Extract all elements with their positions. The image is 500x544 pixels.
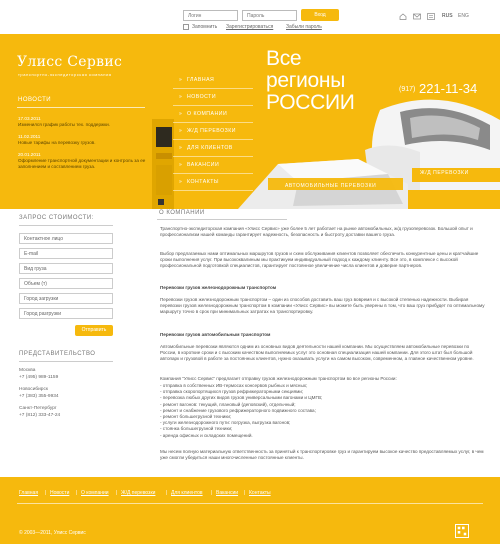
office-phone: +7 (495) 989-1159 <box>19 374 59 380</box>
sitemap-icon[interactable] <box>427 13 435 20</box>
lang-eng[interactable]: ENG <box>458 13 469 19</box>
list-item: - стоянка большегрузной техники; <box>160 426 233 432</box>
remember-checkbox[interactable] <box>183 24 189 30</box>
promo-title <box>266 48 355 114</box>
news-date: 17.03.2011 <box>18 116 41 121</box>
footer-link-clients[interactable]: Для клиентов <box>171 490 203 496</box>
footer-divider <box>17 503 483 504</box>
news-date: 11.02.2011 <box>18 134 41 139</box>
menu-item-contacts[interactable]: » КОНТАКТЫ <box>173 174 253 191</box>
cargo-type-field[interactable]: Вид груза <box>19 263 113 274</box>
list-item: - услуги железнодорожного пути: погрузка, выгрузка вагонов; <box>160 420 291 426</box>
paragraph: Транспортно-экспедиторская компания «Улисс Сервис» уже более 5 лет работает на рынке автомобильных, ж/д грузоперевозок. Большой опыт и профессионализм нашей команды гарантирует надежность, безопасность и быстроту доставки вашего груза. <box>160 226 473 238</box>
office-city: Новосибирск <box>19 387 48 392</box>
menu-item-news[interactable]: » НОВОСТИ <box>173 89 253 106</box>
menu-label: ВАКАНСИИ <box>187 162 220 168</box>
news-text[interactable]: Изменился график работы тех. поддержки. <box>18 122 110 127</box>
phone-digits: 221-11-34 <box>418 81 478 96</box>
header-banner <box>0 34 500 209</box>
menu-item-clients[interactable]: » ДЛЯ КЛИЕНТОВ <box>173 140 253 157</box>
footer-link-rail[interactable]: Ж/Д перевозки <box>121 490 156 496</box>
send-button[interactable]: Отправить <box>75 325 113 336</box>
offices-divider <box>19 361 113 362</box>
paragraph: Мы несем полную материальную ответственность за принятый к транспортировке груз и гарантируем высокое качество предоставляемых услуг, в чем уже смогли убедиться наши многочисленные постоянные клиенты. <box>160 449 484 461</box>
section-heading: Перевозки грузов железнодорожным транспортом <box>160 285 277 290</box>
paragraph: Перевозки грузов железнодорожным транспортом – один из способов доставить ваш груз вовремя и с высокой степенью надежности. Выбирая перевозки грузов железнодорожным транспортом в компании «Улисс Сервис» вы можете быть уверены в том, что ваш груз прибудет по оптимальному маршруту точно в срок при минимальных затратах на транспортировку. <box>160 297 485 315</box>
footer-separator: | <box>244 490 246 496</box>
developer-badge-icon[interactable] <box>455 524 469 538</box>
list-item: - отправка скоропортящихся грузов рефрижераторными секциями; <box>160 389 304 395</box>
list-item: - ремонт вагонов: текущий, плановый (деповский), отдельчный; <box>160 401 296 407</box>
news-item[interactable] <box>18 152 148 170</box>
lang-rus[interactable]: RUS <box>442 13 453 19</box>
menu-label: ДЛЯ КЛИЕНТОВ <box>187 145 233 151</box>
auto-transport-label[interactable]: АВТОМОБИЛЬНЫЕ ПЕРЕВОЗКИ <box>285 183 377 189</box>
footer-link-news[interactable]: Новости <box>50 490 70 496</box>
email-field[interactable]: E-mail <box>19 248 113 259</box>
menu-item-rail[interactable]: » Ж/Д ПЕРЕВОЗКИ <box>173 123 253 140</box>
home-icon[interactable] <box>399 13 407 20</box>
contact-field[interactable]: Контактное лицо <box>19 233 113 244</box>
top-login-bar <box>0 0 500 34</box>
menu-item-home[interactable]: » ГЛАВНАЯ <box>173 72 253 89</box>
news-text[interactable]: Оформление транспортной документации и контроль за ее заполнением и составлением груза. <box>18 158 146 169</box>
menu-label: КОНТАКТЫ <box>187 179 219 185</box>
register-link[interactable]: Зарегистрироваться <box>226 24 274 30</box>
paragraph: Автомобильные перевозки являются одним из основных видов деятельности нашей компании. Мы осуществляем автомобильные перевозки по России, в короткие сроки и с высоким качеством выполняемых услуг это основная специализация нашей компании. Для этого штат был большой автопарк и грузовой в работе за постоянных клиентов, нужно оказывать услуги на самом высоком, современном, а главное качественном уровне. <box>160 344 474 362</box>
news-item[interactable] <box>18 134 148 146</box>
news-date: 20.01.2011 <box>18 152 41 157</box>
truck-image-left <box>150 119 174 209</box>
office-city: Москва <box>19 368 36 373</box>
paragraph: Компания "Улисс Сервис" предлагает отправку грузов железнодорожным транспортом во все регионы России: <box>160 376 397 381</box>
list-item: - перевозка любых других видов грузов универсальными вагонами и ЦМГВ; <box>160 395 323 401</box>
logo-subtitle: транспортно-экспедиторская компания <box>18 72 112 77</box>
list-item: - аренда офисных и складских помещений. <box>160 432 253 438</box>
promo-line: регионы <box>266 69 346 92</box>
volume-field[interactable]: Объем (т) <box>19 278 113 289</box>
news-divider <box>17 107 145 108</box>
promo-line: РОССИИ <box>266 91 355 114</box>
truck-image <box>238 144 408 209</box>
section-heading: Перевозки грузов автомобильным транспортом <box>160 332 271 337</box>
remember-label: Запомнить <box>192 24 218 30</box>
menu-item-about[interactable]: » О КОМПАНИИ <box>173 106 253 123</box>
list-item: - ремонт и снабжение грузового рефрижераторного подвижного состава; <box>160 407 316 413</box>
copyright: © 2003—2011, Улисс Сервис <box>19 530 86 536</box>
office-phone: +7 (383) 355-9934 <box>19 393 59 399</box>
menu-item-vacancies[interactable]: » ВАКАНСИИ <box>173 157 253 174</box>
menu-label: НОВОСТИ <box>187 94 217 100</box>
footer-separator: | <box>166 490 168 496</box>
password-input[interactable]: Пароль <box>242 10 297 21</box>
logo[interactable]: Улисс Сервис <box>17 54 123 70</box>
request-title: ЗАПРОС СТОИМОСТИ: <box>19 215 94 221</box>
footer-separator: | <box>116 490 118 496</box>
office-phone: +7 (812) 333-47-24 <box>19 412 61 418</box>
paragraph: Выбор предлагаемых нами оптимальных маршрутов грузов и схем обслуживания клиентов позволяет обеспечить конкурентные цены и кратчайшие сроки выполнения услуг. При высококвалиным мы практикуем индивидуальный подход к каждому клиенту. Все это, в комплексе с высокой профессиональной подготовкой специалистов, гарантирует постоянное увеличение числа клиентов и доверие партнеров. <box>160 251 479 269</box>
news-text[interactable]: Новые тарифы на перевозку грузов. <box>18 140 96 145</box>
promo-line: Все <box>266 47 302 70</box>
mail-icon[interactable] <box>413 13 421 20</box>
office-city: Санкт-Петербург <box>19 406 57 411</box>
news-item[interactable] <box>18 116 148 128</box>
news-title: НОВОСТИ <box>18 97 52 103</box>
login-button[interactable]: Вход <box>301 9 339 21</box>
list-item: - ремонт большегрузной техники; <box>160 414 232 420</box>
phone-code: (917) <box>399 86 416 93</box>
load-city-field[interactable]: Город загрузки <box>19 293 113 304</box>
office-item <box>19 368 58 381</box>
login-input[interactable]: Логин <box>183 10 238 21</box>
footer-separator: | <box>76 490 78 496</box>
services-list <box>160 383 485 439</box>
menu-label: Ж/Д ПЕРЕВОЗКИ <box>187 128 237 134</box>
office-item <box>19 387 59 400</box>
footer-link-home[interactable]: Главная <box>19 490 39 496</box>
menu-label: ГЛАВНАЯ <box>187 77 215 83</box>
page-title: О КОМПАНИИ <box>159 210 205 216</box>
forgot-password-link[interactable]: Забыли пароль <box>286 24 322 30</box>
unload-city-field[interactable]: Город разгрузки <box>19 308 113 319</box>
office-item <box>19 406 60 419</box>
offices-title: ПРЕДСТАВИТЕЛЬСТВО <box>19 351 96 357</box>
footer-link-vacancies[interactable]: Вакансии <box>216 490 239 496</box>
request-divider <box>19 225 113 226</box>
menu-label: О КОМПАНИИ <box>187 111 228 117</box>
footer-separator: | <box>211 490 213 496</box>
footer-link-about[interactable]: О компании <box>81 490 109 496</box>
footer-link-contacts[interactable]: Контакты <box>249 490 271 496</box>
title-divider <box>157 219 287 220</box>
list-item: - отправка в собственных ИВ-термосах консервов рыбных и мясных; <box>160 383 308 388</box>
footer-separator: | <box>45 490 47 496</box>
rail-transport-label[interactable]: Ж/Д ПЕРЕВОЗКИ <box>420 170 469 176</box>
